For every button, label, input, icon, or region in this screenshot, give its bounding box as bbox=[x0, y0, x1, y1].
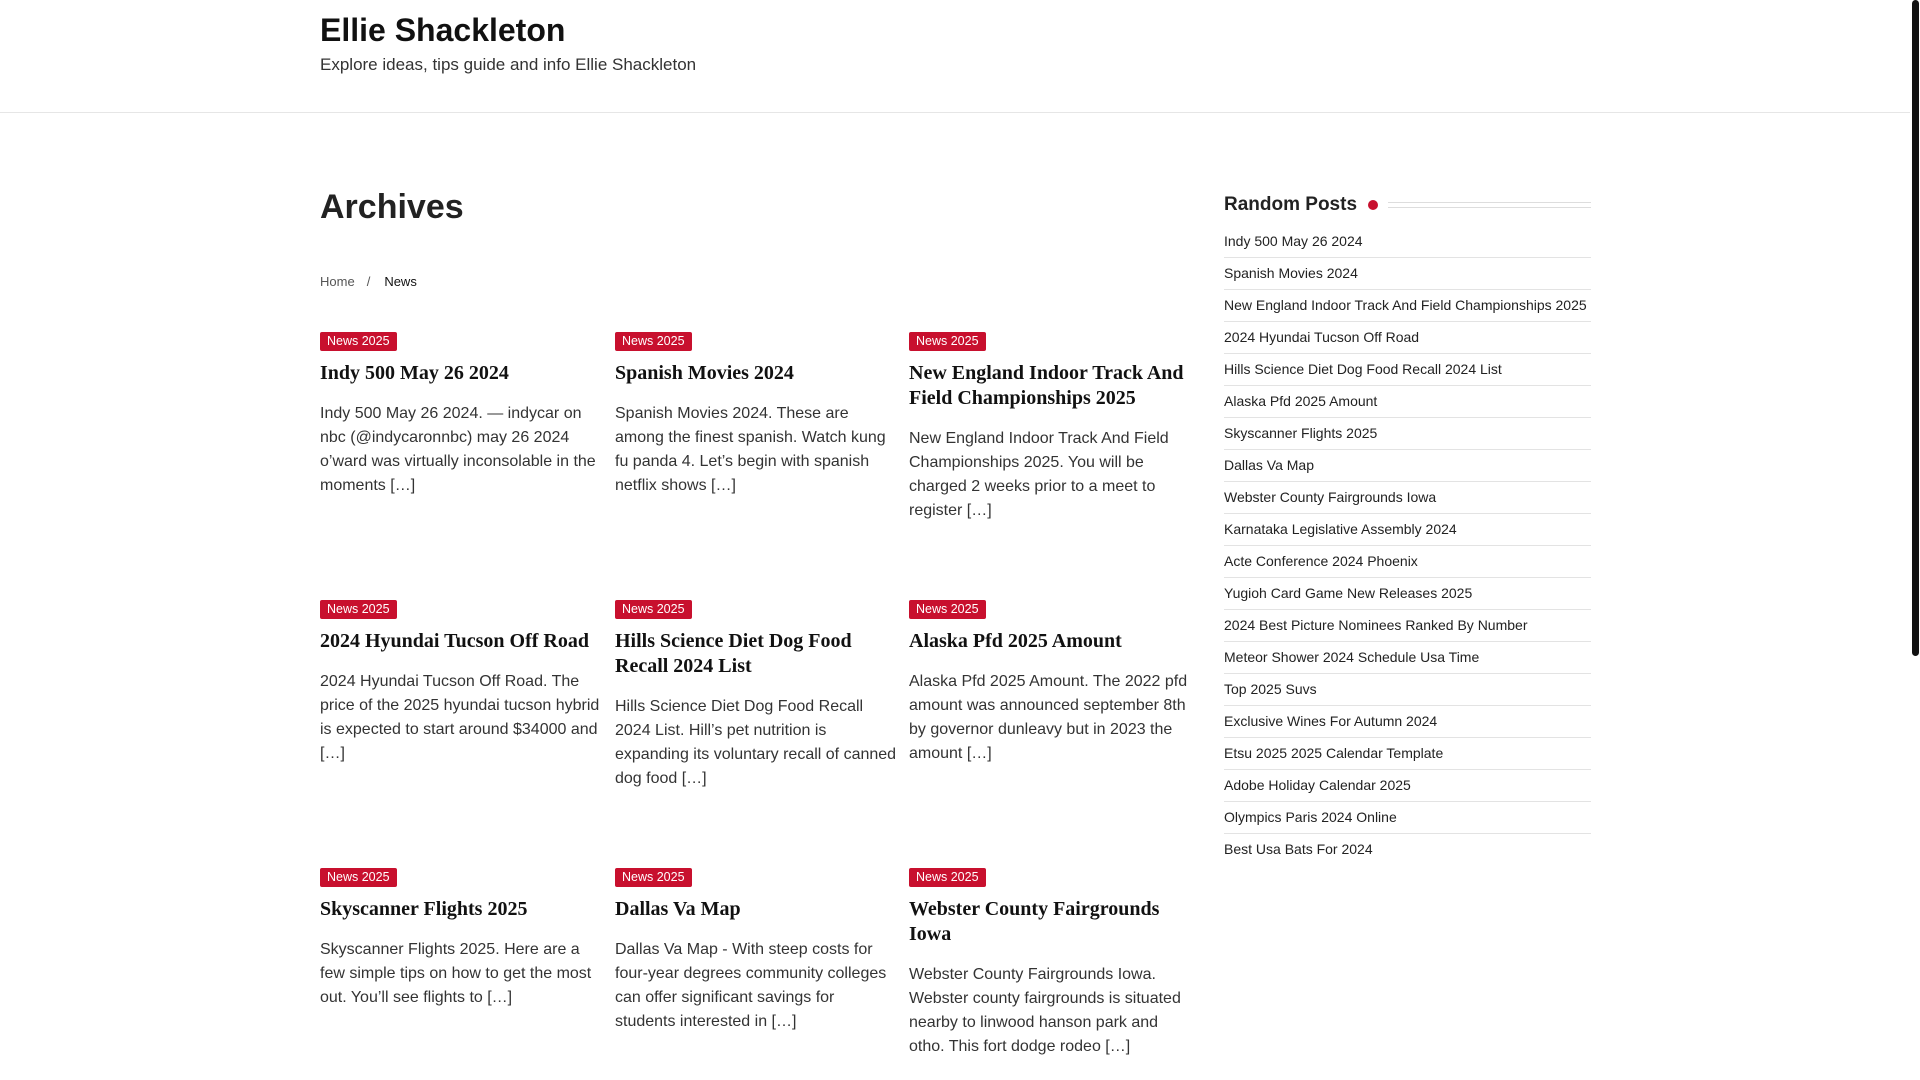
post-card bbox=[320, 868, 602, 1010]
site-tagline: Explore ideas, tips guide and info Ellie Shackleton bbox=[320, 55, 697, 74]
post-card bbox=[320, 600, 602, 766]
widget-divider bbox=[1388, 202, 1591, 208]
scrollbar-thumb[interactable] bbox=[1912, 0, 1919, 656]
random-post-link[interactable]: Webster County Fairgrounds Iowa bbox=[1224, 482, 1591, 514]
category-badge[interactable]: News 2025 bbox=[615, 868, 692, 887]
category-badge[interactable]: News 2025 bbox=[615, 600, 692, 619]
random-post-link[interactable]: Adobe Holiday Calendar 2025 bbox=[1224, 770, 1591, 802]
random-post-link[interactable]: Acte Conference 2024 Phoenix bbox=[1224, 546, 1591, 578]
random-post-link[interactable]: Olympics Paris 2024 Online bbox=[1224, 802, 1591, 834]
post-card bbox=[909, 332, 1191, 523]
post-excerpt: Indy 500 May 26 2024. — indycar on nbc (@indycaronnbc) may 26 2024 o’ward was virtually inconsolable in the moments […] bbox=[320, 405, 596, 494]
post-excerpt: Hills Science Diet Dog Food Recall 2024 List. Hill’s pet nutrition is expanding its voluntary recall of canned dog food […] bbox=[615, 698, 897, 787]
random-post-link[interactable]: New England Indoor Track And Field Championships 2025 bbox=[1224, 290, 1591, 322]
random-post-link[interactable]: Spanish Movies 2024 bbox=[1224, 258, 1591, 290]
category-badge[interactable]: News 2025 bbox=[320, 332, 397, 351]
site-header bbox=[0, 0, 1910, 113]
random-post-link[interactable]: Yugioh Card Game New Releases 2025 bbox=[1224, 578, 1591, 610]
breadcrumb bbox=[320, 274, 417, 289]
vertical-scrollbar[interactable] bbox=[1910, 0, 1920, 1080]
random-post-link[interactable]: Dallas Va Map bbox=[1224, 450, 1591, 482]
accent-dot-icon bbox=[1368, 200, 1378, 210]
random-post-link[interactable]: Exclusive Wines For Autumn 2024 bbox=[1224, 706, 1591, 738]
widget-title: Random Posts bbox=[1224, 194, 1358, 215]
random-post-link[interactable]: 2024 Best Picture Nominees Ranked By Number bbox=[1224, 610, 1591, 642]
post-title[interactable]: 2024 Hyundai Tucson Off Road bbox=[320, 630, 589, 652]
random-post-link[interactable]: Top 2025 Suvs bbox=[1224, 674, 1591, 706]
post-excerpt: 2024 Hyundai Tucson Off Road. The price of the 2025 hyundai tucson hybrid is expected to start around $34000 and […] bbox=[320, 673, 600, 762]
category-badge[interactable]: News 2025 bbox=[320, 600, 397, 619]
post-title[interactable]: Dallas Va Map bbox=[615, 898, 741, 920]
random-post-link[interactable]: Hills Science Diet Dog Food Recall 2024 List bbox=[1224, 354, 1591, 386]
post-excerpt: Spanish Movies 2024. These are among the finest spanish. Watch kung fu panda 4. Let’s begin with spanish netflix shows […] bbox=[615, 405, 886, 494]
breadcrumb-current: News bbox=[384, 274, 417, 289]
breadcrumb-home-link[interactable]: Home bbox=[320, 274, 355, 289]
random-post-link[interactable]: Skyscanner Flights 2025 bbox=[1224, 418, 1591, 450]
post-title[interactable]: New England Indoor Track And Field Championships 2025 bbox=[909, 362, 1184, 409]
post-title[interactable]: Hills Science Diet Dog Food Recall 2024 List bbox=[615, 630, 852, 677]
random-post-link[interactable]: Karnataka Legislative Assembly 2024 bbox=[1224, 514, 1591, 546]
post-card bbox=[615, 868, 897, 1034]
category-badge[interactable]: News 2025 bbox=[909, 332, 986, 351]
category-badge[interactable]: News 2025 bbox=[615, 332, 692, 351]
post-excerpt: New England Indoor Track And Field Championships 2025. You will be charged 2 weeks prior to a meet to register […] bbox=[909, 430, 1169, 519]
random-post-link[interactable]: Alaska Pfd 2025 Amount bbox=[1224, 386, 1591, 418]
site-title[interactable]: Ellie Shackleton bbox=[320, 12, 566, 48]
post-title[interactable]: Alaska Pfd 2025 Amount bbox=[909, 630, 1122, 652]
random-posts-list bbox=[1224, 226, 1591, 865]
post-excerpt: Skyscanner Flights 2025. Here are a few simple tips on how to get the most out. You’ll see flights to […] bbox=[320, 941, 592, 1006]
post-card bbox=[320, 332, 602, 498]
post-excerpt: Dallas Va Map - With steep costs for four-year degrees community colleges can offer significant savings for students interested in […] bbox=[615, 941, 887, 1030]
random-post-link[interactable]: Indy 500 May 26 2024 bbox=[1224, 226, 1591, 258]
post-title[interactable]: Skyscanner Flights 2025 bbox=[320, 898, 528, 920]
post-title[interactable]: Webster County Fairgrounds Iowa bbox=[909, 898, 1160, 945]
post-title[interactable]: Indy 500 May 26 2024 bbox=[320, 362, 509, 384]
post-excerpt: Alaska Pfd 2025 Amount. The 2022 pfd amount was announced september 8th by governor dunleavy but in 2023 the amount […] bbox=[909, 673, 1188, 762]
breadcrumb-separator: / bbox=[366, 274, 371, 289]
random-post-link[interactable]: Meteor Shower 2024 Schedule Usa Time bbox=[1224, 642, 1591, 674]
post-title[interactable]: Spanish Movies 2024 bbox=[615, 362, 794, 384]
category-badge[interactable]: News 2025 bbox=[320, 868, 397, 887]
post-card bbox=[615, 332, 897, 498]
page-title: Archives bbox=[320, 188, 464, 226]
category-badge[interactable]: News 2025 bbox=[909, 868, 986, 887]
sidebar bbox=[1224, 192, 1591, 865]
category-badge[interactable]: News 2025 bbox=[909, 600, 986, 619]
random-post-link[interactable]: Best Usa Bats For 2024 bbox=[1224, 841, 1373, 857]
post-card bbox=[909, 600, 1191, 766]
random-posts-header bbox=[1224, 192, 1591, 218]
post-card bbox=[909, 868, 1191, 1059]
post-excerpt: Webster County Fairgrounds Iowa. Webster county fairgrounds is situated nearby to linwood hanson park and otho. This fort dodge rodeo […] bbox=[909, 966, 1181, 1055]
post-card bbox=[615, 600, 897, 791]
random-post-link[interactable]: Etsu 2025 2025 Calendar Template bbox=[1224, 738, 1591, 770]
random-post-link[interactable]: 2024 Hyundai Tucson Off Road bbox=[1224, 322, 1591, 354]
